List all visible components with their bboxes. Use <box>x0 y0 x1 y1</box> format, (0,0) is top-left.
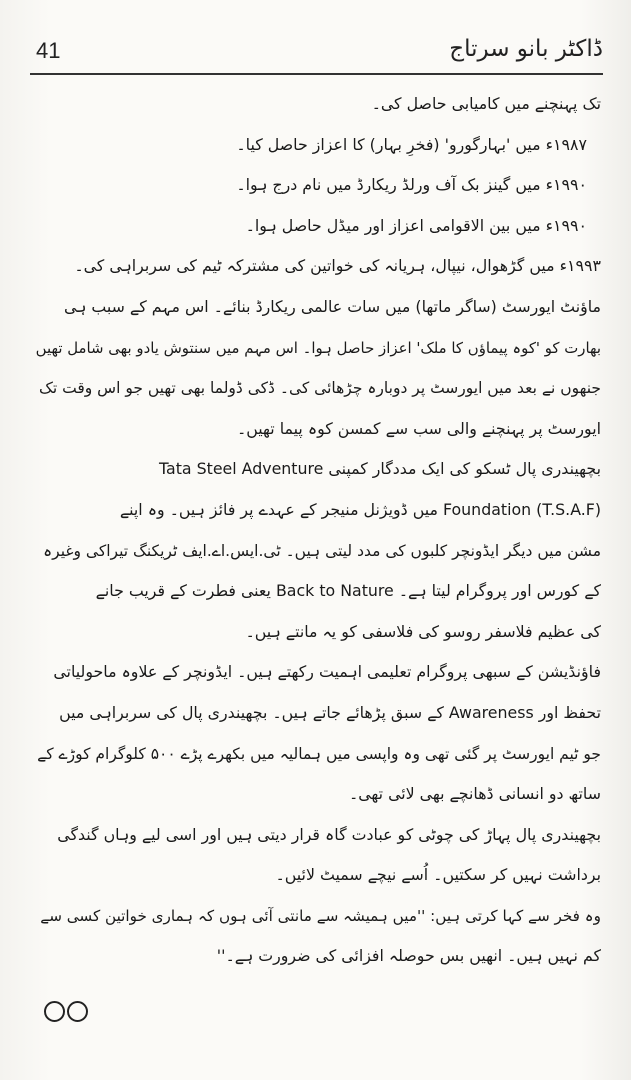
page-header <box>28 36 605 70</box>
text-line: ساتھ دو انسانی ڈھانچے بھی لائی تھی۔ <box>348 784 601 804</box>
text-line: کے کورس اور پروگرام لیتا ہے۔ Back to Nature یعنی فطرت کے قریب جانے <box>95 581 601 601</box>
text-line: مشن میں دیگر ایڈونچر کلبوں کی مدد لیتی ہیں۔ ٹی.ایس.اے.ایف ٹریکنگ تیراکی وغیرہ <box>43 541 601 560</box>
text-line: بچھیندری پال ٹسکو کی ایک مددگار کمپنی Tata Steel Adventure <box>158 459 601 479</box>
text-line: بچھیندری پال پہاڑ کی چوٹی کو عبادت گاہ قرار دیتی ہیں اور اسی لیے وہاں گندگی <box>57 824 601 844</box>
text-line: Foundation (T.S.A.F) میں ڈویژنل منیجر کے عہدے پر فائز ہیں۔ وہ اپنے <box>119 499 601 519</box>
end-of-chapter-mark <box>44 1001 88 1022</box>
text-line: کی عظیم فلاسفر روسو کی فلاسفی کو یہ مانتے ہیں۔ <box>245 621 601 641</box>
body-text <box>34 84 601 977</box>
page-number: 41 <box>36 38 61 63</box>
circle-icon <box>67 1001 88 1022</box>
text-line: تک پہنچنے میں کامیابی حاصل کی۔ <box>371 94 601 113</box>
text-line: تحفظ اور Awareness کے سبق پڑھائے جاتے ہیں۔ بچھیندری پال کی سربراہی میں <box>59 702 601 722</box>
text-line: ۱۹۹۳ء میں گڑھوال، نیپال، ہریانہ کی خواتین کی مشترکہ ٹیم کی سربراہی کی۔ <box>74 256 601 276</box>
text-line: کم نہیں ہیں۔ انھیں بس حوصلہ افزائی کی ضرورت ہے۔'' <box>216 946 601 966</box>
text-line: جنھوں نے بعد میں ایورسٹ پر دوبارہ چڑھائی کی۔ ڈکی ڈولما بھی تھیں جو اس وقت تک <box>39 379 601 398</box>
text-line: جو ٹیم ایورسٹ پر گئی تھی وہ واپسی میں ہمالیہ میں بکھرے پڑے ۵۰۰ کلوگرام کوڑے کے <box>37 744 601 763</box>
text-line: ماؤنٹ ایورسٹ (ساگر ماتھا) میں سات عالمی ریکارڈ بنائے۔ اس مہم کے سبب ہی <box>63 296 601 316</box>
running-head-author: ڈاکٹر بانو سرتاج <box>449 36 603 62</box>
text-line: ۱۹۹۰ء میں گینز بک آف ورلڈ ریکارڈ میں نام درج ہوا۔ <box>236 175 587 195</box>
header-rule <box>30 73 603 75</box>
text-line: ۱۹۹۰ء میں بین الاقوامی اعزاز اور میڈل حاصل ہوا۔ <box>245 215 587 235</box>
text-line: بھارت کو 'کوہ پیماؤں کا ملک' اعزاز حاصل ہوا۔ اس مہم میں سنتوش یادو بھی شامل تھیں <box>35 338 601 357</box>
text-line: وہ فخر سے کہا کرتی ہیں: ''میں ہمیشہ سے مانتی آئی ہوں کہ ہماری خواتین کسی سے <box>40 906 601 925</box>
text-line: فاؤنڈیشن کے سبھی پروگرام تعلیمی اہمیت رکھتے ہیں۔ ایڈونچر کے علاوہ ماحولیاتی <box>53 662 601 682</box>
text-line: برداشت نہیں کر سکتیں۔ اُسے نیچے سمیٹ لائیں۔ <box>275 865 601 885</box>
circle-icon <box>44 1001 65 1022</box>
text-line: ایورسٹ پر پہنچنے والی سب سے کمسن کوہ پیما تھیں۔ <box>236 418 601 438</box>
text-line: ۱۹۸۷ء میں 'بہارگورو' (فخرِ بہار) کا اعزاز حاصل کیا۔ <box>236 134 587 154</box>
